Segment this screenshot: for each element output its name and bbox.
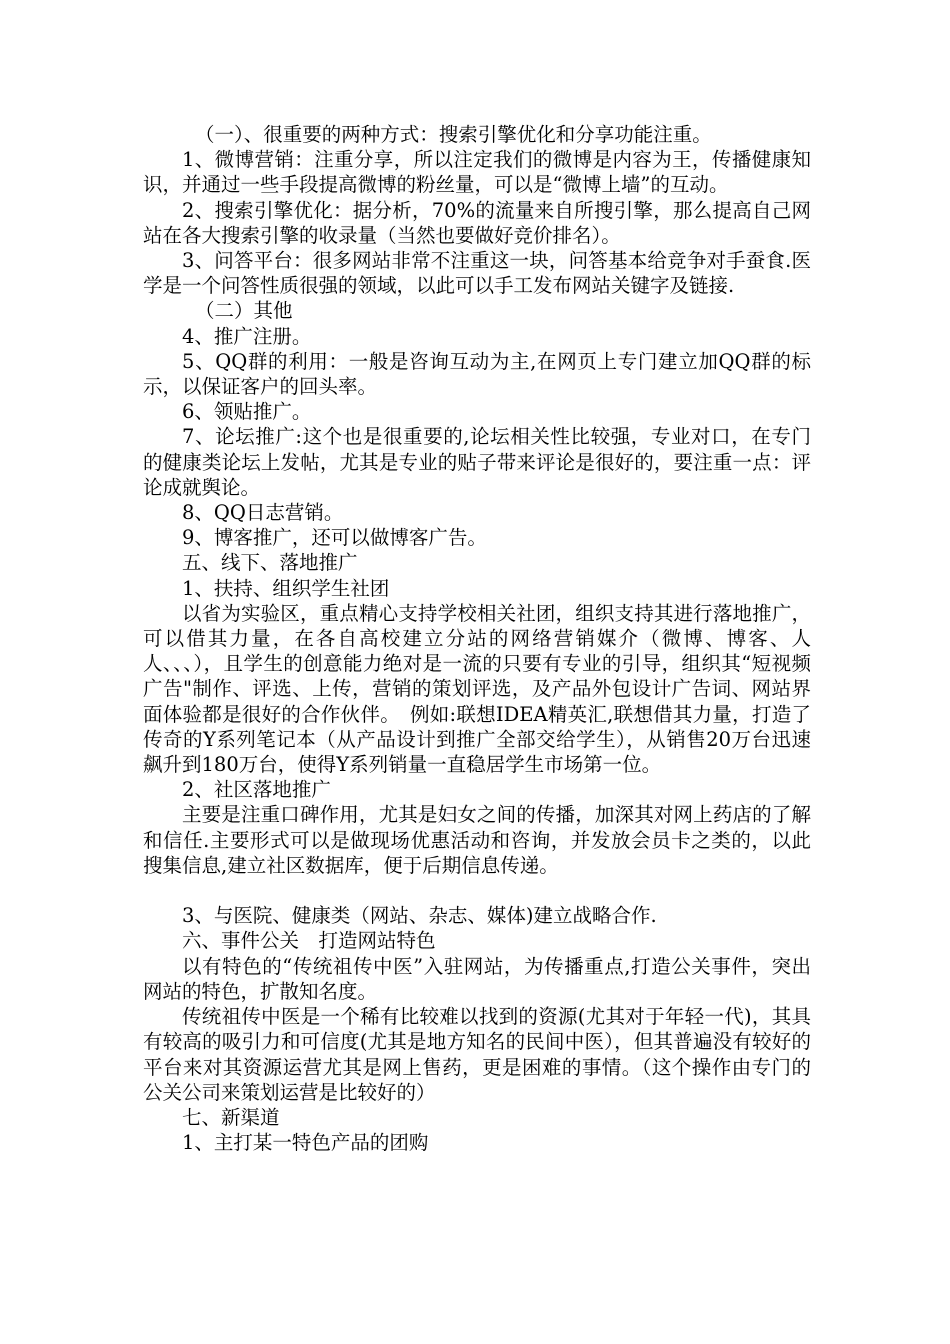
section-heading: 六、事件公关 打造网站特色: [182, 929, 436, 953]
paragraph: 7、论坛推广:这个也是很重要的,论坛相关性比较强，专业对口，在专门的健康类论坛上发帖，尤其是专业的贴子带来评论是很好的，要注重一点：评论成就舆论。: [143, 425, 811, 499]
section-heading: 五、线下、落地推广: [182, 551, 358, 575]
paragraph: 主要是注重口碑作用，尤其是妇女之间的传播，加深其对网上药店的了解和信任.主要形式可以是做现场优惠活动和咨询，并发放会员卡之类的，以此搜集信息,建立社区数据库，便于后期信息传递。: [143, 803, 811, 877]
paragraph: 6、领贴推广。: [182, 400, 312, 424]
subsection-heading: 2、社区落地推广: [182, 778, 331, 802]
document-body: [143, 122, 811, 1155]
paragraph: 4、推广注册。: [182, 324, 312, 348]
blank-line: [143, 878, 811, 903]
section-heading: （一）、很重要的两种方式：搜索引擎优化和分享功能注重。: [195, 123, 712, 146]
paragraph: 9、博客推广，还可以做博客广告。: [182, 526, 487, 550]
section-heading: 七、新渠道: [182, 1105, 280, 1129]
subsection-heading: 1、扶持、组织学生社团: [182, 576, 390, 600]
paragraph: 3、问答平台：很多网站非常不注重这一块，问答基本给竞争对手蚕食.医学是一个问答性质很强的领域，以此可以手工发布网站关键字及链接.: [143, 249, 811, 298]
paragraph: 传统祖传中医是一个稀有比较难以找到的资源(尤其对于年轻一代)，其具有较高的吸引力和可信度(尤其是地方知名的民间中医），但其普遍没有较好的平台来对其资源运营尤其是网上售药，更是困难的事情。（这个操作由专门的公关公司来策划运营是比较好的）: [143, 1005, 811, 1104]
paragraph: 以有特色的“传统祖传中医”入驻网站，为传播重点,打造公关事件，突出网站的特色，扩散知名度。: [143, 954, 811, 1003]
paragraph: 3、与医院、健康类（网站、杂志、媒体)建立战略合作.: [182, 904, 657, 928]
section-heading: （二）其他: [195, 299, 293, 323]
paragraph: 1、微博营销：注重分享，所以注定我们的微博是内容为王，传播健康知识，并通过一些手段提高微博的粉丝量，可以是“微博上墙”的互动。: [143, 148, 811, 197]
paragraph: 5、QQ群的利用：一般是咨询互动为主,在网页上专门建立加QQ群的标示，以保证客户的回头率。: [143, 349, 811, 399]
paragraph: 以省为实验区，重点精心支持学校相关社团，组织支持其进行落地推广，可以借其力量，在各自高校建立分站的网络营销媒介（微博、博客、人人、、、），且学生的创意能力绝对是一流的只要有专业的引导，组织其“短视频广告"制作、评选、上传，营销的策划评选，及产品外包设计广告词、网站界面体验都是很好的合作伙伴。 例如:联想IDEA精英汇,联想借其力量，打造了传奇的Y系列笔记本（从产品设计到推广全部交给学生），从销售20万台迅速飙升到180万台，使得Y系列销量一直稳居学生市场第一位。: [143, 601, 811, 777]
paragraph: 2、搜索引擎优化：据分析，70%的流量来自所搜引擎，那么提高自己网站在各大搜索引擎的收录量（当然也要做好竞价排名）。: [143, 198, 811, 247]
paragraph: 8、QQ日志营销。: [182, 501, 344, 525]
subsection-heading: 1、主打某一特色产品的团购: [182, 1131, 429, 1155]
